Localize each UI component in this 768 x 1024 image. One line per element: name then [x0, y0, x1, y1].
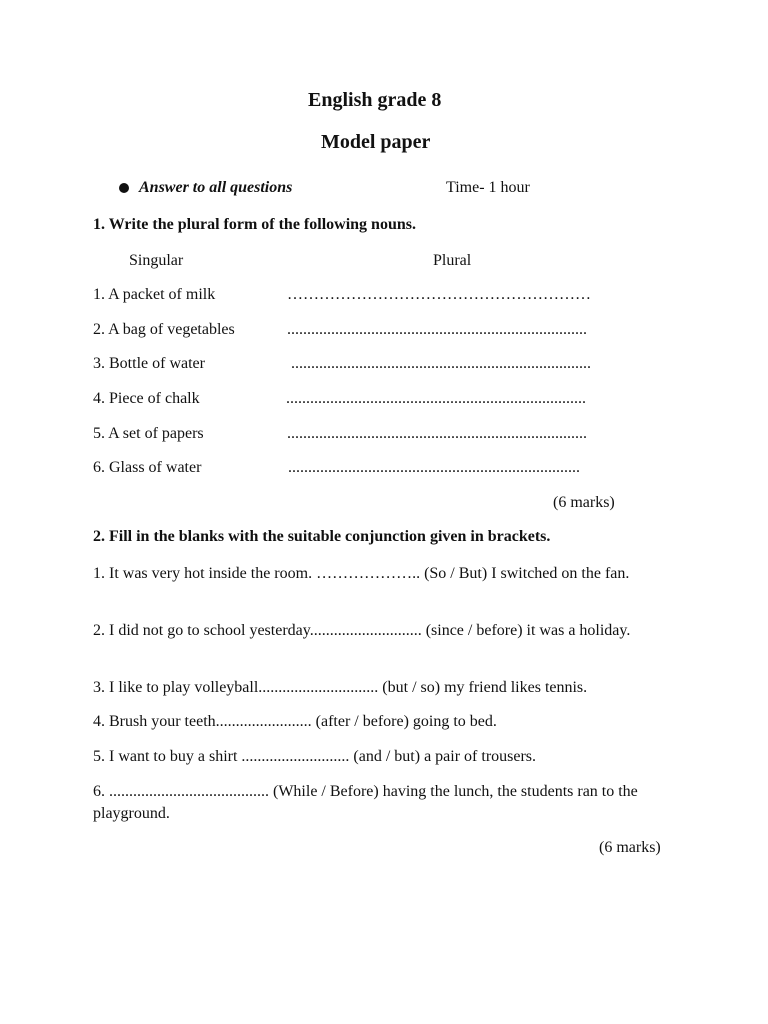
page-subtitle: Model paper [321, 131, 431, 153]
q1-item: 6. Glass of water [93, 459, 202, 476]
q1-item: 2. A bag of vegetables [93, 321, 235, 338]
q2-item: 4. Brush your teeth........................ (after / before) going to bed. [93, 713, 497, 730]
instruction-text: Answer to all questions [139, 179, 293, 196]
answer-blank: ………………………………………………… [287, 286, 591, 303]
answer-blank: ........................................................................... [287, 425, 587, 442]
q2-item: 5. I want to buy a shirt ........................... (and / but) a pair of trousers. [93, 748, 537, 765]
question-2-heading: 2. Fill in the blanks with the suitable conjunction given in brackets. [93, 528, 551, 545]
q2-item: 2. I did not go to school yesterday............................ (since / before) it was a holiday. [93, 622, 631, 639]
q2-item: 3. I like to play volleyball.............................. (but / so) my friend likes tennis. [93, 679, 588, 696]
column-header-plural: Plural [433, 252, 472, 269]
q2-item: 1. It was very hot inside the room. ……………….. (So / But) I switched on the fan. [93, 565, 630, 582]
question-1-heading: 1. Write the plural form of the following nouns. [93, 216, 416, 233]
page-title: English grade 8 [308, 89, 442, 111]
answer-blank: ........................................................................... [286, 390, 586, 407]
column-header-singular: Singular [129, 252, 184, 269]
q1-marks: (6 marks) [553, 494, 615, 511]
q2-marks: (6 marks) [599, 839, 661, 856]
q2-item: 6. ........................................ (While / Before) having the lunch, the students ran to the playground. [93, 783, 638, 822]
q1-item: 1. A packet of milk [93, 286, 216, 303]
time-allowed: Time- 1 hour [446, 179, 530, 196]
q1-item: 4. Piece of chalk [93, 390, 200, 407]
answer-blank: ......................................................................... [288, 459, 580, 476]
answer-blank: ........................................................................... [287, 321, 587, 338]
q1-item: 5. A set of papers [93, 425, 204, 442]
answer-blank: ........................................................................... [291, 355, 591, 372]
bullet-icon [119, 183, 129, 193]
q1-item: 3. Bottle of water [93, 355, 205, 372]
